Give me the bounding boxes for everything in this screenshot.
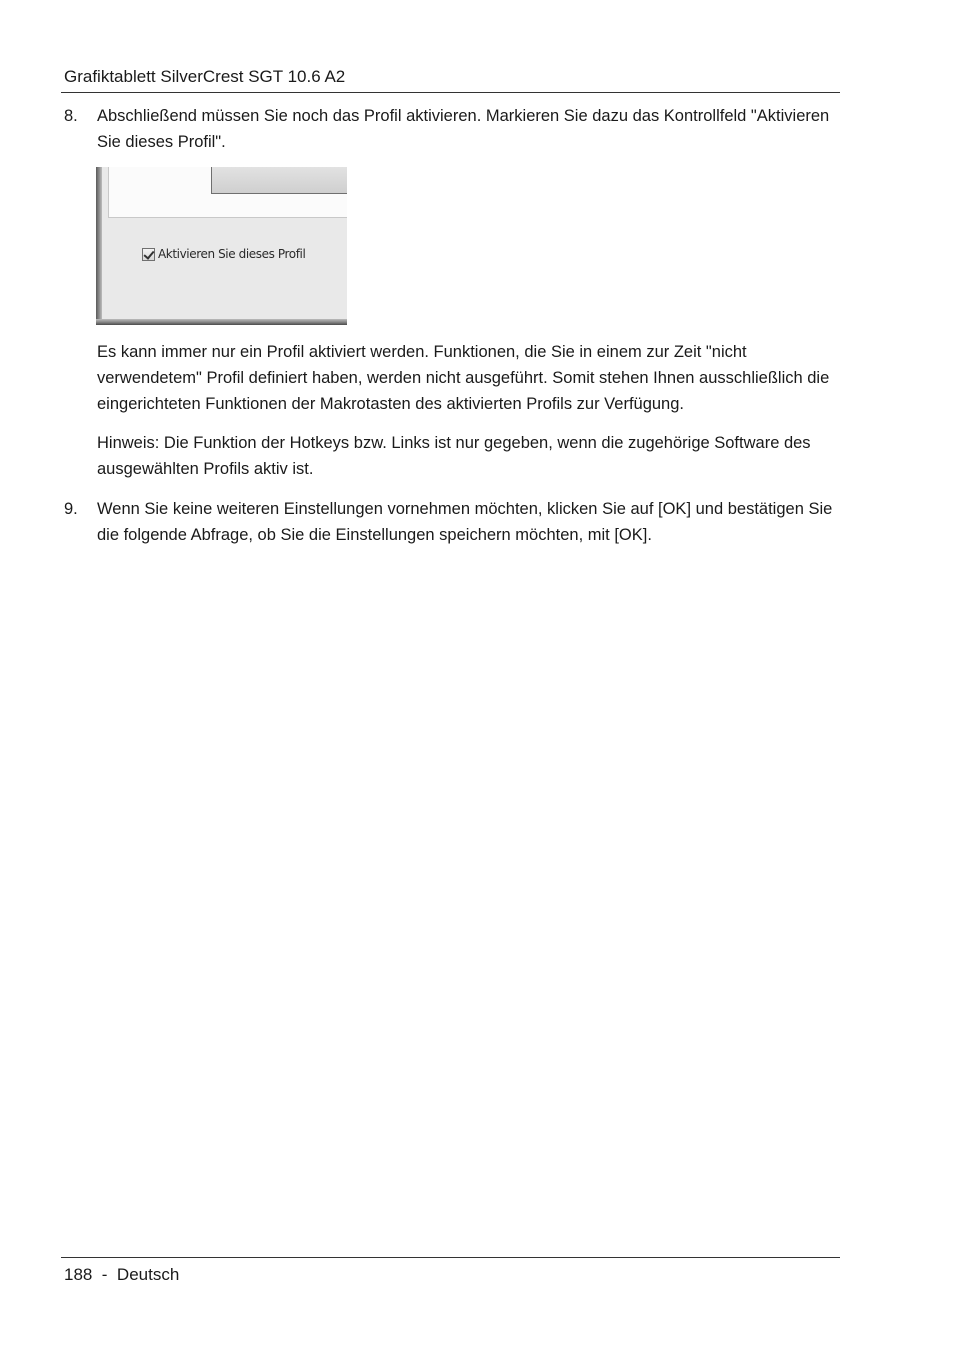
paragraph-profile-info: Es kann immer nur ein Profil aktiviert werden. Funktionen, die Sie in einem zur Zeit "nicht verwendetem" Profil definiert haben, werden nicht ausgeführt. Somit stehen Ihnen ausschließlich die eingerichteten Funktionen der Makrotasten des aktivierten Profils zur Verfügung. xyxy=(97,343,830,413)
step-text: Abschließend müssen Sie noch das Profil aktivieren. Markieren Sie dazu das Kontrollfeld "Aktivieren Sie dieses Profil". xyxy=(97,107,830,151)
window-frame-bottom xyxy=(96,319,347,325)
footer-rule xyxy=(61,1257,840,1258)
step-text: Wenn Sie keine weiteren Einstellungen vornehmen möchten, klicken Sie auf [OK] und bestätigen Sie die folgende Abfrage, ob Sie die Einstellungen speichern möchten, mit [OK]. xyxy=(97,500,833,544)
activate-profile-checkbox-row[interactable] xyxy=(142,245,305,263)
dialog-button-edge[interactable] xyxy=(211,167,347,194)
window-frame-left xyxy=(96,167,102,325)
activate-profile-checkbox-label: Aktivieren Sie dieses Profil xyxy=(158,247,306,261)
paragraph-hint: Hinweis: Die Funktion der Hotkeys bzw. Links ist nur gegeben, wenn die zugehörige Software des ausgewählten Profils aktiv ist. xyxy=(97,434,811,478)
step-number: 8. xyxy=(64,107,78,125)
page-header-title: Grafiktablett SilverCrest SGT 10.6 A2 xyxy=(64,67,346,86)
header-rule xyxy=(61,92,840,93)
checkbox-checked-icon[interactable] xyxy=(142,248,155,261)
page-footer: 188 - Deutsch xyxy=(64,1265,180,1284)
step-number: 9. xyxy=(64,500,78,518)
profile-dialog-screenshot xyxy=(96,167,347,325)
